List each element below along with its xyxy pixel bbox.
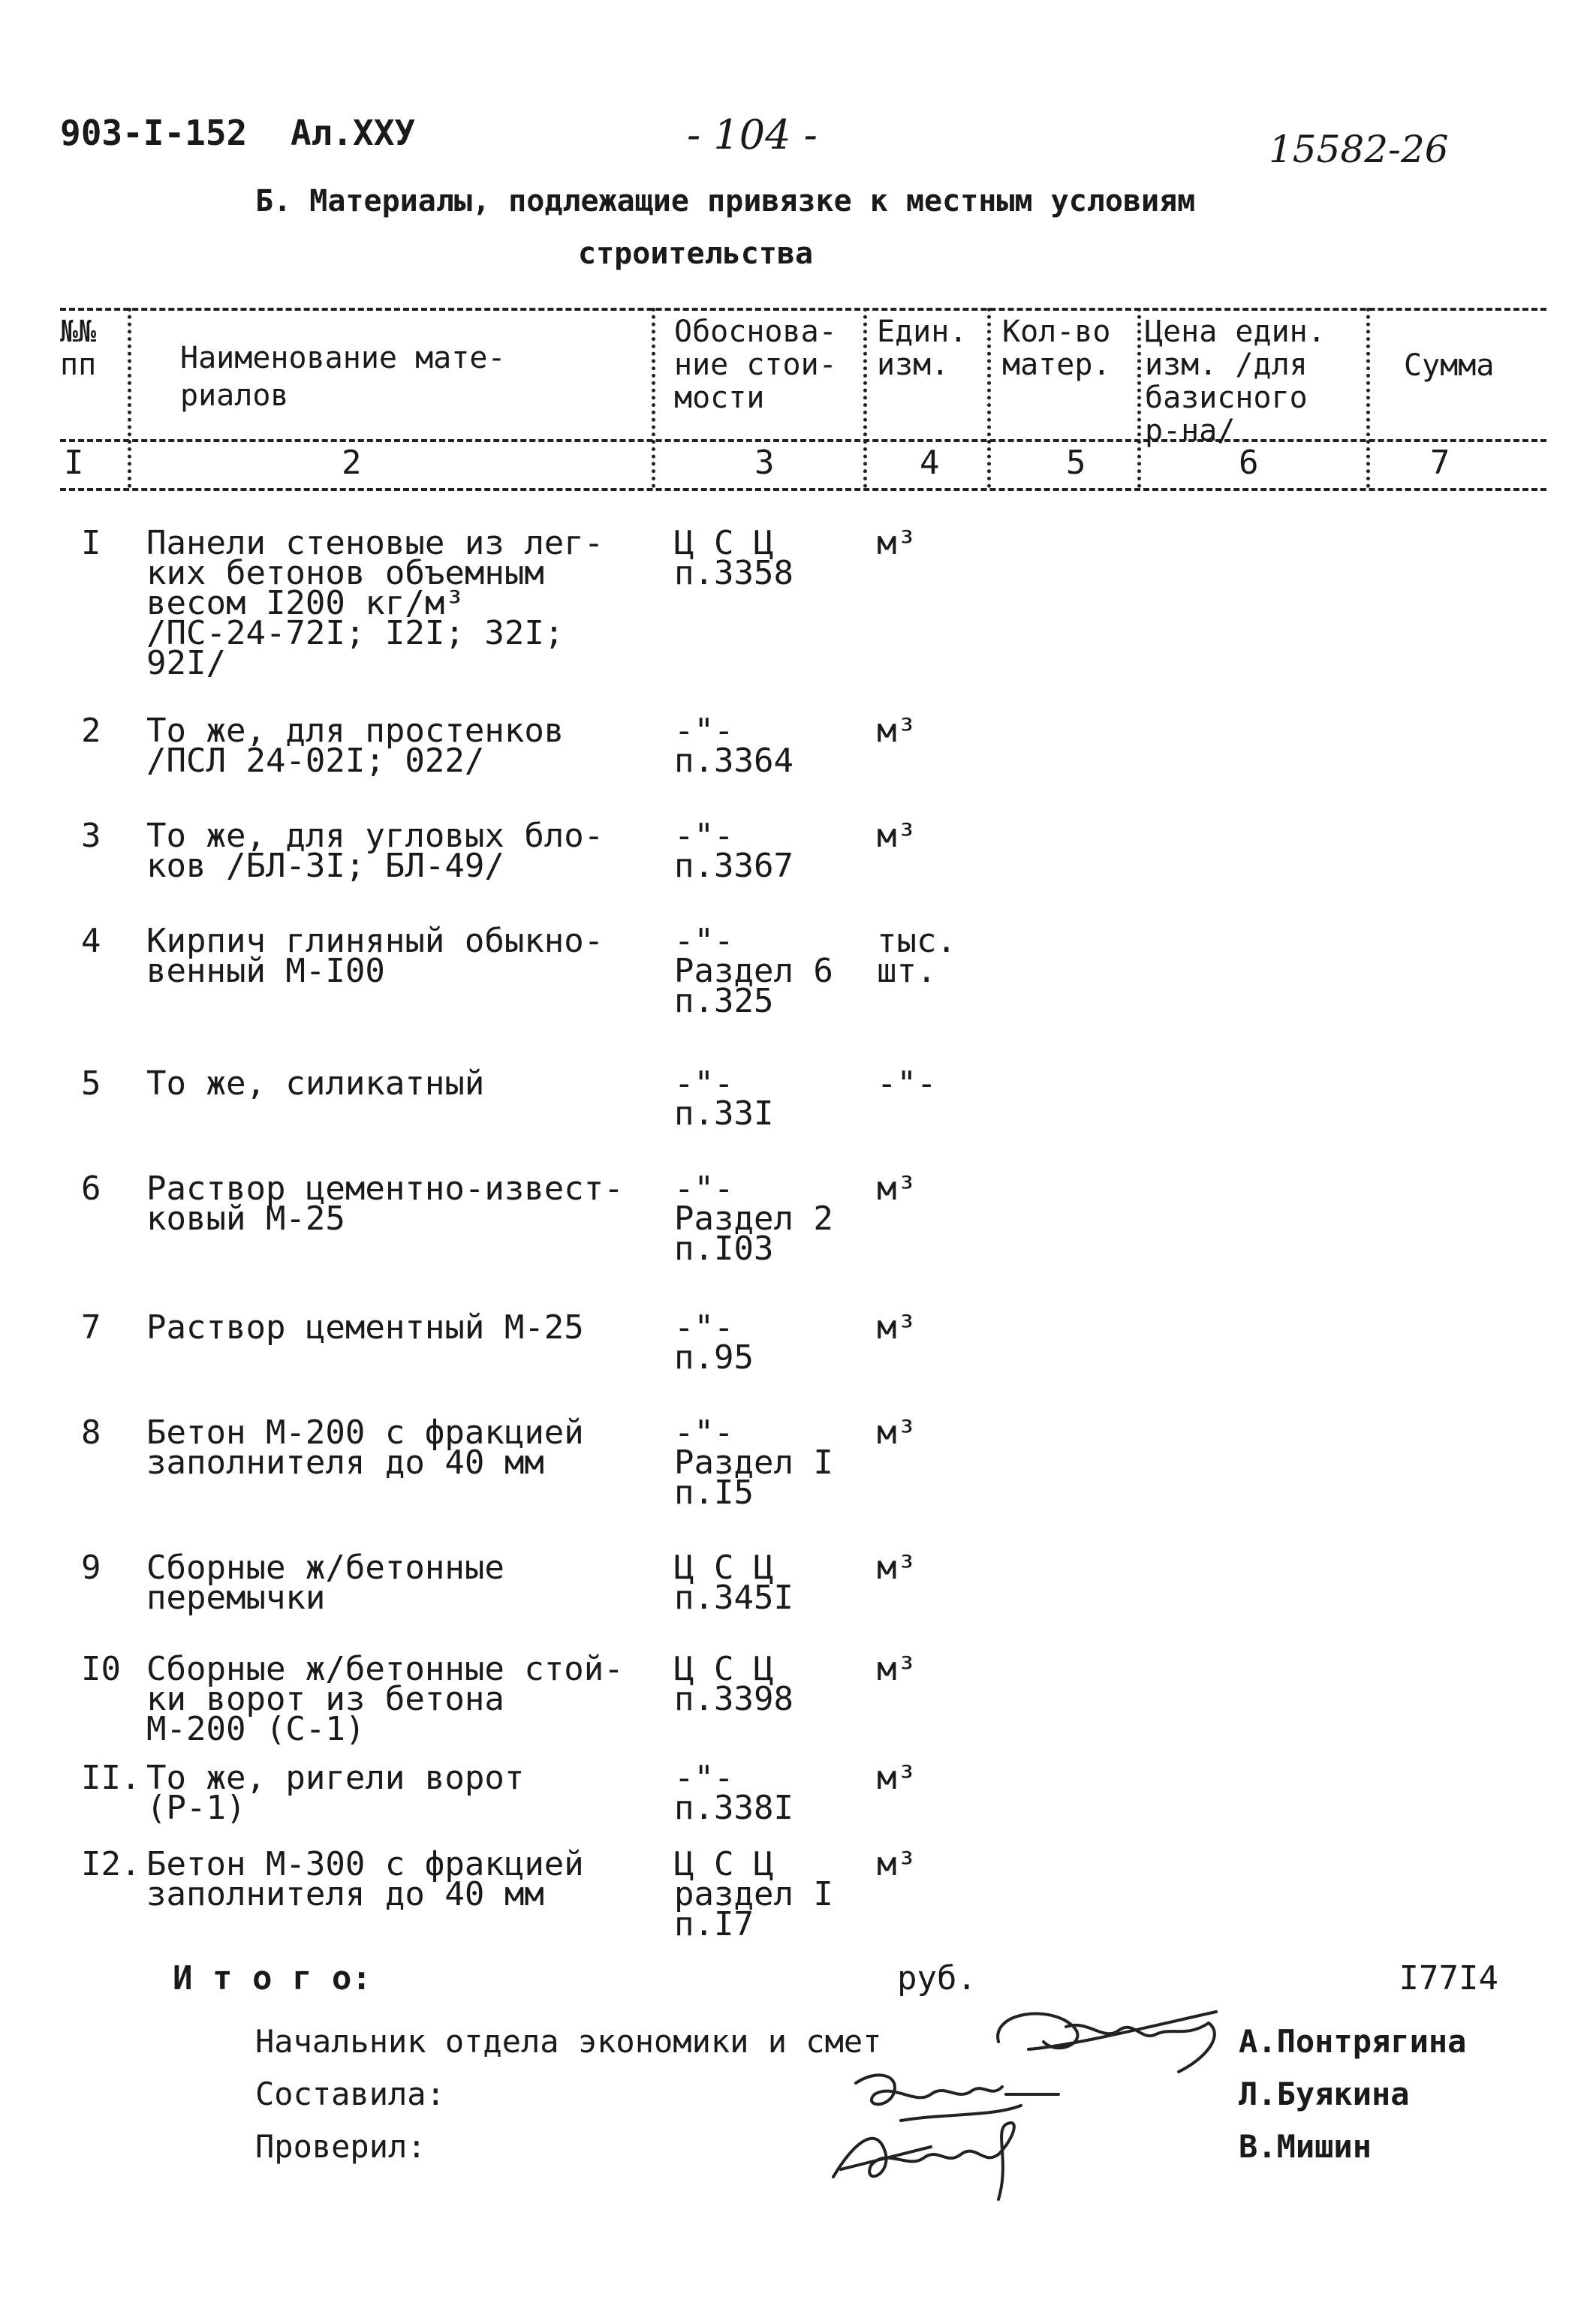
row-basis: п.33I — [674, 1094, 774, 1133]
row-material-name: /ПСЛ 24-02I; 022/ — [146, 742, 485, 780]
row-basis: раздел I — [674, 1875, 833, 1913]
row-material-name: ки ворот из бетона — [146, 1680, 504, 1718]
row-basis: п.3398 — [674, 1680, 793, 1718]
row-number: 5 — [81, 1064, 101, 1103]
header-column-divider — [128, 308, 131, 488]
header-price-line: Цена един. — [1145, 315, 1326, 349]
header-top-rule — [60, 308, 1546, 311]
row-unit: м³ — [877, 524, 917, 562]
row-unit: тыс. — [877, 922, 956, 960]
header-sum-line: Сумма — [1404, 348, 1495, 383]
row-basis: п.345I — [674, 1579, 793, 1617]
row-basis: -"- — [674, 1759, 734, 1797]
header-no-line: пп — [60, 348, 97, 382]
signature-name-checker: В.Мишин — [1239, 2128, 1372, 2165]
signature-role-head: Начальник отдела экономики и смет — [255, 2023, 882, 2060]
row-unit: м³ — [877, 1170, 917, 1208]
row-basis: Раздел I — [674, 1444, 833, 1482]
row-basis: -"- — [674, 712, 734, 750]
header-column-number: 6 — [1239, 444, 1259, 482]
header-qty-line: матер. — [1002, 348, 1111, 382]
signature-role-composer: Составила: — [255, 2076, 445, 2112]
row-unit: -"- — [877, 1064, 937, 1103]
page-number: - 104 - — [687, 111, 818, 158]
row-basis: Ц С Ц — [674, 1549, 774, 1587]
row-material-name: То же, ригели ворот — [146, 1759, 525, 1797]
row-number: 4 — [81, 922, 101, 960]
header-basis-line: ние стои- — [674, 348, 837, 382]
header-column-number: 2 — [342, 444, 362, 482]
row-material-name: ков /БЛ-3I; БЛ-49/ — [146, 847, 504, 885]
header-column-divider — [652, 308, 655, 488]
signature-name-head: А.Понтрягина — [1239, 2023, 1467, 2060]
row-basis: п.338I — [674, 1789, 793, 1827]
row-basis: -"- — [674, 1413, 734, 1452]
row-material-name: Бетон М-300 с фракцией — [146, 1845, 584, 1883]
row-basis: Ц С Ц — [674, 524, 774, 562]
total-unit: руб. — [897, 1959, 977, 1997]
row-unit: шт. — [877, 952, 937, 990]
document-code — [60, 113, 415, 153]
row-material-name: Раствор цементный М-25 — [146, 1308, 584, 1347]
row-number: I — [81, 524, 101, 562]
row-number: 7 — [81, 1308, 101, 1347]
row-material-name: М-200 (С-1) — [146, 1710, 366, 1748]
header-bottom-rule — [60, 488, 1546, 491]
header-basis-line: Обоснова- — [674, 315, 837, 349]
header-mid-rule — [60, 439, 1546, 442]
header-column-divider — [987, 308, 991, 488]
row-basis: п.325 — [674, 982, 774, 1020]
row-unit: м³ — [877, 712, 917, 750]
header-name-line: Наименование мате- — [180, 341, 506, 375]
header-qty-line: Кол-во — [1002, 315, 1111, 349]
signature-role-checker: Проверил: — [255, 2128, 426, 2165]
row-unit: м³ — [877, 817, 917, 855]
header-unit-line: Един. — [877, 315, 968, 349]
album-text: Ал.XXУ — [290, 113, 416, 153]
header-column-number: I — [64, 444, 84, 482]
header-column-number: 4 — [920, 444, 940, 482]
header-no-line: №№ — [60, 315, 97, 349]
row-basis: Раздел 2 — [674, 1200, 833, 1238]
row-basis: п.3358 — [674, 554, 793, 592]
row-basis: Раздел 6 — [674, 952, 833, 990]
row-number: II. — [81, 1759, 141, 1797]
row-unit: м³ — [877, 1759, 917, 1797]
row-material-name: венный М-I00 — [146, 952, 385, 990]
header-name-line: риалов — [180, 378, 289, 413]
total-label: И т о г о: — [173, 1959, 372, 1997]
row-basis: -"- — [674, 922, 734, 960]
header-column-number: 3 — [754, 444, 775, 482]
row-basis: -"- — [674, 817, 734, 855]
header-price-line: р-на/ — [1145, 414, 1236, 448]
row-basis: п.I5 — [674, 1474, 754, 1512]
row-material-name: Сборные ж/бетонные стой- — [146, 1650, 624, 1688]
row-number: I0 — [81, 1650, 121, 1688]
header-price-line: изм. /для — [1145, 348, 1308, 382]
row-material-name: перемычки — [146, 1579, 326, 1617]
row-unit: м³ — [877, 1650, 917, 1688]
header-column-divider — [1366, 308, 1370, 488]
row-number: 2 — [81, 712, 101, 750]
row-unit: м³ — [877, 1549, 917, 1587]
row-unit: м³ — [877, 1308, 917, 1347]
row-material-name: 92I/ — [146, 644, 226, 682]
row-material-name: весом I200 кг/м³ — [146, 584, 465, 622]
header-column-divider — [863, 308, 867, 488]
header-column-divider — [1137, 308, 1141, 488]
row-basis: -"- — [674, 1064, 734, 1103]
row-number: I2. — [81, 1845, 141, 1883]
row-number: 9 — [81, 1549, 101, 1587]
handwritten-signature-checker — [818, 2094, 1058, 2207]
row-basis: п.3367 — [674, 847, 793, 885]
row-material-name: ких бетонов объемным — [146, 554, 544, 592]
row-material-name: ковый М-25 — [146, 1200, 345, 1238]
signature-name-composer: Л.Буякина — [1239, 2076, 1410, 2112]
row-material-name: Сборные ж/бетонные — [146, 1549, 504, 1587]
title-line-1: Б. Материалы, подлежащие привязке к местным условиям — [255, 184, 1196, 218]
row-number: 6 — [81, 1170, 101, 1208]
header-column-number: 7 — [1430, 444, 1450, 482]
header-basis-line: мости — [674, 381, 765, 415]
row-basis: -"- — [674, 1308, 734, 1347]
row-material-name: (Р-1) — [146, 1789, 246, 1827]
row-unit: м³ — [877, 1413, 917, 1452]
row-basis: п.95 — [674, 1338, 754, 1377]
row-material-name: Панели стеновые из лег- — [146, 524, 604, 562]
row-basis: п.3364 — [674, 742, 793, 780]
row-number: 8 — [81, 1413, 101, 1452]
row-material-name: То же, силикатный — [146, 1064, 485, 1103]
title-line-2: строительства — [578, 236, 814, 271]
row-number: 3 — [81, 817, 101, 855]
archive-number: 15582-26 — [1269, 128, 1449, 171]
row-material-name: Бетон М-200 с фракцией — [146, 1413, 584, 1452]
row-material-name: Раствор цементно-извест- — [146, 1170, 624, 1208]
row-basis: Ц С Ц — [674, 1845, 774, 1883]
row-basis: п.I03 — [674, 1230, 774, 1268]
header-price-line: базисного — [1145, 381, 1308, 415]
row-unit: м³ — [877, 1845, 917, 1883]
row-material-name: Кирпич глиняный обыкно- — [146, 922, 604, 960]
row-material-name: заполнителя до 40 мм — [146, 1444, 544, 1482]
header-unit-line: изм. — [877, 348, 950, 382]
row-basis: п.I7 — [674, 1905, 754, 1943]
row-basis: Ц С Ц — [674, 1650, 774, 1688]
row-material-name: /ПС-24-72I; I2I; 32I; — [146, 614, 565, 652]
row-basis: -"- — [674, 1170, 734, 1208]
row-material-name: То же, для простенков — [146, 712, 565, 750]
total-sum: I77I4 — [1399, 1959, 1498, 1997]
row-material-name: заполнителя до 40 мм — [146, 1875, 544, 1913]
code-text: 903-I-152 — [60, 113, 248, 153]
row-material-name: То же, для угловых бло- — [146, 817, 604, 855]
header-column-number: 5 — [1066, 444, 1086, 482]
